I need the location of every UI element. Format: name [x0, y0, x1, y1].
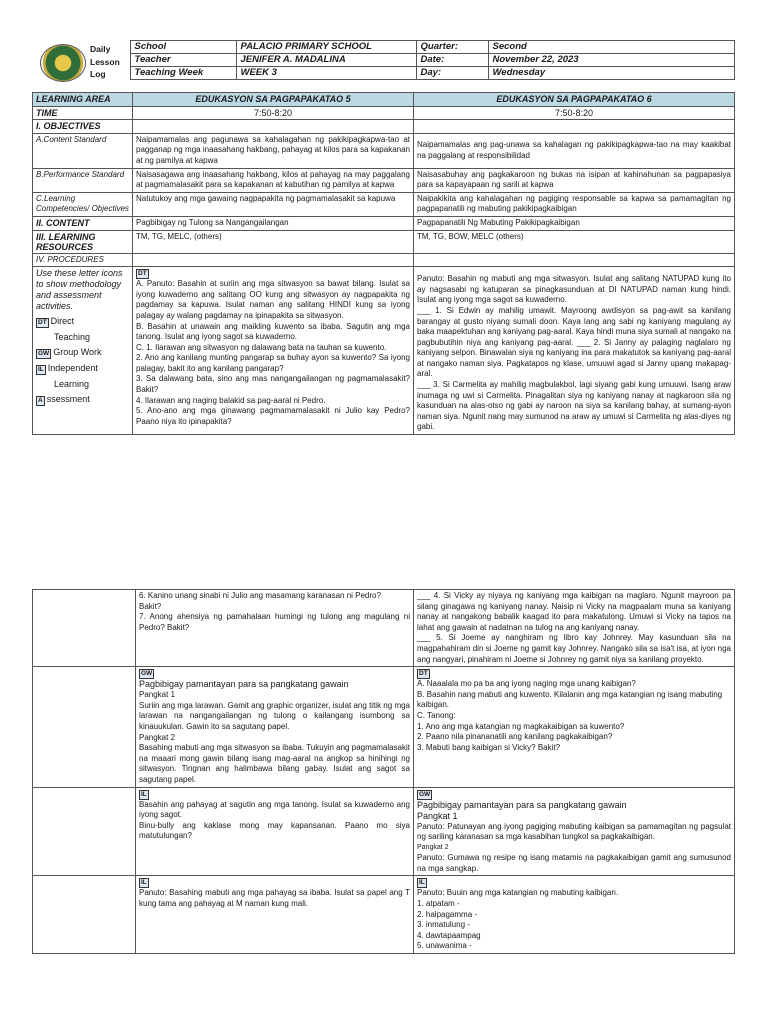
- competencies-5: Natutukoy ang mga gawaing nagpapakita ng pagmamalasakit sa kapuwa: [133, 192, 414, 216]
- gw-tag: GW: [419, 790, 431, 798]
- competencies-6: Naipakikita ang kahalagahan ng pagiging responsable sa kapwa sa pamamagitan ng pagpapanatili ng mabuting pakikipagkaibigan: [414, 192, 735, 216]
- gw-tag: GW: [141, 670, 153, 678]
- legend-intro: Use these letter icons to show methodology and assessment activities.: [36, 268, 123, 312]
- legend-assessment: A ssessment: [38, 394, 90, 405]
- dt-tag: DT: [419, 670, 428, 678]
- content-standard-label: A.Content Standard: [33, 133, 133, 168]
- week-label: Teaching Week: [130, 67, 236, 80]
- objectives-label: I. OBJECTIVES: [33, 120, 133, 134]
- subject-5: EDUKASYON SA PAGPAPAKATAO 5: [133, 93, 414, 107]
- procedures-label: IV. PROCEDURES: [33, 253, 133, 267]
- day-label: Day:: [416, 67, 488, 80]
- legend-direct-teaching: DT Direct: [38, 316, 75, 327]
- school-value: PALACIO PRIMARY SCHOOL: [236, 41, 416, 54]
- quarter-value: Second: [488, 41, 734, 54]
- independent-learning-5: IL Basahin ang pahayag at sagutin ang mga tanong. Isulat sa kuwaderno ang iyong sagot. Binu-bully ang kaklase mong may kapansanan. Paano mo siya matutulungan?: [136, 787, 414, 876]
- procedures-6: Panuto: Basahin ng mabuti ang mga sitwasyon. Isulat ang salitang NATUPAD kung ito ay nagsasabi ng katuparan sa pinagkasunduan at DI NATUPAD naman kung hindi. Isulat ang iyong mga sagot sa kuwaderno. ___ 1. Si Edwin ay mahilig umawit. Mayroong awdisyon sa pag-awit sa kanilang barangay at gusto niyang sumali doon. Kaya lang ang sabi ng kaniyang magulang ay baka maapektuhan ang kaniyang pag-aaral. Kaya hindi muna siya sumali at nangako na pagbubutihin niya ang kaniyang pag-aaral. ___ 2. Si Janny ay palaging naglalaro ng kaniyang selpon. Binawalan siya ng kaniyang ina para makatutok sa kaniyang pag-aaral at nangako naman siya. Pagkatapos ng klase, umuuwi agad si Janny upang makapag-aral. ___ 3. Si Carmelita ay mahilig magbulakbol, lagi siyang gabi kung umuuwi. Isang araw inumaga ng uwi si Carmelita. Pinagalitan siya ng kaniyang nanay at nagkaroon sila ng kasunduan na alas-otso ng gabi ay naroon na siya sa kanilang bahay, at sumang-ayon naman siya. Ngunit nang may sumunod na araw ay umuwi si Carmelita ng alas-diyes ng gabi.: [414, 267, 735, 435]
- questions-6-7: 6. Kanino unang sinabi ni Julio ang masamang karanasan ni Pedro? Bakit? 7. Anong ahensiya ng pamahalaan humingi ng tulong ang magulang ni Pedro? Bakit?: [136, 590, 414, 667]
- time-6: 7:50-8:20: [414, 106, 735, 120]
- group-work-5: GW Pagbibigay pamantayan para sa pangkatang gawain Pangkat 1 Suriin ang mga larawan. Gamit ang graphic organizer, isulat ang titik ng mga larawan na nangangailangan ng tulong o kailangang isumbong sa kinauukulan. Gawin ito sa sagutang papel. Pangkat 2 Basahing mabuti ang mga sitwasyon sa ibaba. Tukuyin ang pagmamalasakit na maaari mong gawin bilang isang mag-aaral na angkop sa hinihingi ng sitwasyon. Tingnan ang halimbawa bilang gabay. Isulat ang sagot sa sagutang papel.: [136, 667, 414, 787]
- quarter-label: Quarter:: [416, 41, 488, 54]
- school-label: School: [130, 41, 236, 54]
- time-label: TIME: [33, 106, 133, 120]
- performance-standard-label: B.Performance Standard: [33, 168, 133, 192]
- date-label: Date:: [416, 54, 488, 67]
- day-value: Wednesday: [488, 67, 734, 80]
- resources-label: III. LEARNING RESOURCES: [33, 230, 133, 253]
- subject-6: EDUKASYON SA PAGPAPAKATAO 6: [414, 93, 735, 107]
- content-5: Pagbibigay ng Tulong sa Nangangailangan: [133, 216, 414, 230]
- continuation-table: [32, 589, 735, 954]
- competencies-label: C.Learning Competencies/ Objectives: [33, 192, 133, 216]
- independent-learning-6: IL Panuto: Buuin ang mga katangian ng mabuting kaibigan. 1. atpatam - 2. halpagamma - 3. inmatulung - 4. dawtapaampag 5. unawanima -: [414, 876, 735, 954]
- lesson-table: [32, 92, 735, 435]
- dll-title: Daily Lesson Log: [90, 44, 120, 79]
- time-5: 7:50-8:20: [133, 106, 414, 120]
- performance-standard-6: Naisasabuhay ang pagkakaroon ng bukas na isipan at kahinahunan sa pagpapasiya para sa kapayapaan ng sarili at kapwa: [414, 168, 735, 192]
- content-label: II. CONTENT: [33, 216, 133, 230]
- independent-learning-5b: IL Panuto: Basahing mabuti ang mga pahayag sa ibaba. Isulat sa papel ang T kung tama ang pahayag at M naman kung mali.: [136, 876, 414, 954]
- il-tag: IL: [141, 879, 147, 887]
- week-value: WEEK 3: [236, 67, 416, 80]
- content-6: Pagpapanatili Ng Mabuting Pakikipagkaibigan: [414, 216, 735, 230]
- resources-5: TM, TG, MELC, (others): [133, 230, 414, 253]
- dt-tag: DT: [138, 270, 147, 278]
- legend-independent-learning: IL Independent: [38, 363, 98, 374]
- teacher-value: JENIFER A. MADALINA: [236, 54, 416, 67]
- il-tag: IL: [419, 879, 425, 887]
- teacher-label: Teacher: [130, 54, 236, 67]
- procedures-5: DT A. Panuto: Basahin at suriin ang mga sitwasyon sa bawat bilang. Isulat sa iyong kuwaderno ang salitang OO kung ang sitwasyon ay nagpapakita ng pagdamay sa kapuwa. Isulat naman ang salitang HINDI kung sa iyong palagay ay walang pagdamay na ipinapakita sa sitwasyon. B. Basahin at unawain ang maikling kuwento sa ibaba. Sagutin ang mga tanong. Isulat ang iyong sagot sa kuwaderno. C. 1. Ilarawan ang sitwasyon ng dalawang bata na tauhan sa kuwento. 2. Ano ang kanilang munting pangarap sa buhay ayon sa kuwento? Sa iyong palagay, bakit ito ang kanilang pangarap? 3. Sa dalawang bata, sino ang mas nangangailangan ng pagmamalasakit? Bakit? 4. Ilarawan ang naging balakid sa pag-aaral ni Pedro. 5. Ano-ano ang mga ginawang pagmamamalasakit ni Julio kay Pedro? Paano niya ito ipinapakita?: [133, 267, 414, 435]
- date-value: November 22, 2023: [488, 54, 734, 67]
- legend-cell: Use these letter icons to show methodology and assessment activities. DT Direct Teaching GW Group Work IL Independent Learning A ssessment: [33, 267, 133, 435]
- direct-teaching-6: DT A. Naaalala mo pa ba ang iyong naging mga unang kaibigan? B. Basahin nang mabuti ang kuwento. Kilalanin ang mga katangian ng isang mabuting kaibigan. C. Tanong: 1. Ano ang mga katangian ng magkakaibigan sa kuwento? 2. Paano nila pinananatili ang kanilang pagkakaibigan? 3. Mabuti bang kaibigan si Vicky? Bakit?: [414, 667, 735, 787]
- resources-6: TM, TG, BOW, MELC (others): [414, 230, 735, 253]
- content-standard-5: Naipamamalas ang pagunawa sa kahalagahan ng pakikipagkapwa-tao at pagganap ng mga inaasahang hakbang, pahayag at kilos para sa kapakanan at ng pamilya at kapwa: [133, 133, 414, 168]
- header-table: [32, 40, 735, 80]
- situations-4-5: ___ 4. Si Vicky ay niyaya ng kaniyang mga kaibigan na maglaro. Ngunit mayroon pa silang ginagawa ng kaniyang nanay. Naisip ni Vicky na magpaalam muna sa kaniyang nanay at nangakong babalik kaagad ito para makatulong. Umuwi si Vicky na tapos na lahat ang gawain at nadatnan na tulog na ang kaniyang nanay. ___ 5. Si Joeme ay nanghiram ng libro kay Johnrey. May kasunduan sila na magpahahiram din si Joeme ng gamit kay Johnrey. Nangako sila sa isa't isa, at iyon nga ang nangyari, pinahiram ni Joeme si Johnrey ng gamit niya sa kanilang proyekto.: [414, 590, 735, 667]
- learning-area-label: LEARNING AREA: [33, 93, 133, 107]
- group-work-6: GW Pagbibigay pamantayan para sa pangkatang gawain Pangkat 1 Panuto: Patunayan ang iyong pagiging mabuting kaibigan sa pamamagitan ng pagsulat ng sariling karanasan sa mga kasabihan tungkol sa pagkakaibigan. Pangkat 2 Panuto: Gumawa ng resipe ng isang matamis na pagkakaibigan gamit ang sumusunod na mga sangkap.: [414, 787, 735, 876]
- legend-group-work: GW Group Work: [38, 347, 102, 358]
- il-tag: IL: [141, 790, 147, 798]
- performance-standard-5: Naisasagawa ang inaasahang hakbang, kilos at pahayag na may paggalang at pagmamalasakit para sa kapakanan at kabutihan ng pamilya at kapwa: [133, 168, 414, 192]
- content-standard-6: Naipamamalas ang pag-unawa sa kahalagan ng pakikipagkapwa-tao na may kaakibat na paggalang at responsibilidad: [414, 133, 735, 168]
